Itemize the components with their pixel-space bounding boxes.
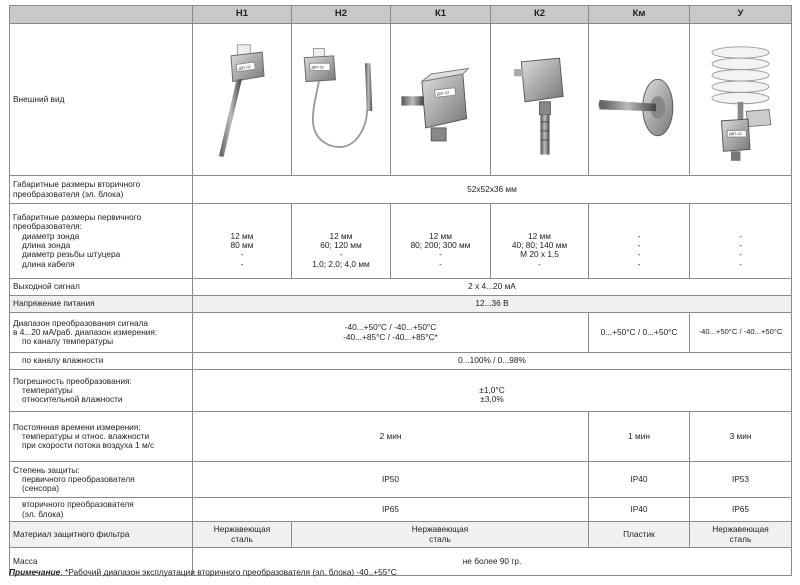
filter-h1-line1: Нержавеющая bbox=[213, 524, 271, 535]
protection-value-main: IP50 bbox=[193, 462, 589, 498]
appearance-row bbox=[10, 24, 792, 176]
h1-sensor-image bbox=[196, 30, 288, 170]
filter-label: Материал защитного фильтра bbox=[10, 522, 193, 548]
header-empty bbox=[10, 6, 193, 24]
range-label-line3: по каналу температуры bbox=[22, 336, 114, 347]
range-value-km: 0...+50°С / 0...+50°С bbox=[589, 313, 690, 353]
dims-secondary-label-line2: преобразователя (эл. блока) bbox=[13, 188, 124, 199]
dims-secondary-label bbox=[10, 176, 193, 204]
power-value: 12...36 В bbox=[193, 296, 792, 313]
error-value bbox=[193, 370, 792, 412]
filter-u-line1: Нержавеющая bbox=[712, 524, 769, 535]
protection-label-line3: (сенсора) bbox=[22, 483, 59, 494]
range-label bbox=[10, 313, 193, 353]
header-h2: Н2 bbox=[292, 6, 391, 24]
error-row bbox=[10, 370, 792, 412]
filter-u-line2: сталь bbox=[729, 533, 752, 544]
filter-value-mid bbox=[292, 522, 589, 548]
range-value-main bbox=[193, 313, 589, 353]
error-value-temp: ±1,0°С bbox=[479, 384, 505, 395]
error-label bbox=[10, 370, 193, 412]
dims-primary-k2: 12 мм 40; 80; 140 мм М 20 х 1,5 - bbox=[491, 204, 589, 279]
protection-label-line1: Степень защиты: bbox=[13, 464, 80, 475]
km-sensor-image bbox=[592, 30, 686, 170]
protection2-value-km: IP40 bbox=[589, 498, 690, 522]
k1-image bbox=[391, 24, 491, 176]
dims-secondary-label-line1: Габаритные размеры вторичного bbox=[13, 179, 141, 190]
dims-secondary-value: 52х52х36 мм bbox=[193, 176, 792, 204]
time-label-line3: при скорости потока воздуха 1 м/с bbox=[22, 440, 155, 451]
dims-primary-km: - - - - bbox=[589, 204, 690, 279]
time-row bbox=[10, 412, 792, 462]
protection-label-line2: первичного преобразователя bbox=[22, 473, 135, 484]
humidity-label bbox=[10, 353, 193, 370]
output-row bbox=[10, 279, 792, 296]
h1-badge-text: ДВТ-02 bbox=[238, 64, 251, 71]
header-h1: Н1 bbox=[193, 6, 292, 24]
protection-label bbox=[10, 462, 193, 498]
filter-h1-line2: сталь bbox=[231, 533, 253, 544]
header-k1: К1 bbox=[391, 6, 491, 24]
protection-value-u: IP53 bbox=[690, 462, 792, 498]
time-value-u: 3 мин bbox=[690, 412, 792, 462]
h2-image bbox=[292, 24, 391, 176]
mass-label: Масса bbox=[10, 548, 193, 576]
dims-primary-sub-cable: длина кабеля bbox=[22, 258, 75, 269]
filter-value-u bbox=[690, 522, 792, 548]
u-image bbox=[690, 24, 792, 176]
protection2-value-main: IP65 bbox=[193, 498, 589, 522]
dims-primary-u: - - - - bbox=[690, 204, 792, 279]
time-label-line1: Постоянная времени измерения: bbox=[13, 421, 141, 432]
k1-sensor-image bbox=[394, 30, 487, 170]
error-label-line1: Погрешность преобразования: bbox=[13, 375, 132, 386]
protection-value-km: IP40 bbox=[589, 462, 690, 498]
dims-primary-sub-length: длина зонда bbox=[22, 240, 71, 250]
error-value-humidity: ±3,0% bbox=[480, 394, 504, 405]
mass-value: не более 90 гр. bbox=[193, 548, 792, 576]
protection2-label bbox=[10, 498, 193, 522]
dims-primary-h2: 12 мм 60; 120 мм - 1,0; 2,0; 4,0 мм bbox=[292, 204, 391, 279]
footnote-text: . *Рабочий диапазон эксплуатации вторичного преобразователя (эл. блока) -40..+55°С bbox=[60, 567, 397, 577]
output-label: Выходной сигнал bbox=[10, 279, 193, 296]
filter-mid-line2: сталь bbox=[429, 533, 451, 544]
range-value-main1: -40...+50°С / -40...+50°С bbox=[344, 322, 437, 333]
u-badge-text: ДВТ-02 bbox=[729, 131, 742, 136]
error-label-line3: относительной влажности bbox=[22, 394, 123, 405]
dims-primary-sub-diameter: диаметр зонда bbox=[22, 230, 80, 241]
power-row bbox=[10, 296, 792, 313]
time-label-line2: температуры и относ. влажности bbox=[22, 430, 150, 441]
filter-value-km: Пластик bbox=[589, 522, 690, 548]
spec-table bbox=[9, 5, 792, 576]
range-label-line1: Диапазон преобразования сигнала bbox=[13, 317, 149, 328]
dims-primary-label bbox=[10, 204, 193, 279]
protection2-label-line1: вторичного преобразователя bbox=[22, 499, 134, 510]
time-label bbox=[10, 412, 193, 462]
k2-sensor-image bbox=[494, 30, 585, 170]
h2-badge-text: ДВТ-02 bbox=[311, 65, 324, 70]
protection2-value-u: IP65 bbox=[690, 498, 792, 522]
range-value-main2: -40...+85°С / -40...+85°С* bbox=[343, 331, 438, 342]
header-row bbox=[10, 6, 792, 24]
dims-secondary-row bbox=[10, 176, 792, 204]
k1-badge-text: ДВТ-02 bbox=[436, 90, 450, 96]
time-value-main: 2 мин bbox=[193, 412, 589, 462]
footnote-title: Примечание bbox=[9, 567, 61, 577]
error-label-line2: температуры bbox=[22, 384, 73, 395]
appearance-label: Внешний вид bbox=[10, 24, 193, 176]
filter-mid-line1: Нержавеющая bbox=[411, 524, 469, 535]
range-label-line2: в 4...20 мА/раб. диапазон измерения: bbox=[13, 326, 158, 337]
header-km: Км bbox=[589, 6, 690, 24]
humidity-row bbox=[10, 353, 792, 370]
dims-primary-label-line1: Габаритные размеры первичного bbox=[13, 212, 142, 223]
protection-row bbox=[10, 462, 792, 498]
humidity-label-text: по каналу влажности bbox=[22, 355, 104, 366]
range-row bbox=[10, 313, 792, 353]
header-u: У bbox=[690, 6, 792, 24]
dims-primary-h1: 12 мм 80 мм - - bbox=[193, 204, 292, 279]
k2-image bbox=[491, 24, 589, 176]
protection2-label-line2: (эл. блока) bbox=[22, 508, 64, 519]
filter-row bbox=[10, 522, 792, 548]
power-label: Напряжение питания bbox=[10, 296, 193, 313]
output-value: 2 х 4...20 мА bbox=[193, 279, 792, 296]
km-image bbox=[589, 24, 690, 176]
range-value-u: -40...+50°С / -40...+50°С bbox=[690, 313, 792, 353]
protection2-row bbox=[10, 498, 792, 522]
header-k2: К2 bbox=[491, 6, 589, 24]
filter-value-h1 bbox=[193, 522, 292, 548]
h1-image bbox=[193, 24, 292, 176]
dims-primary-k1: 12 мм 80; 200; 300 мм - - bbox=[391, 204, 491, 279]
time-value-km: 1 мин bbox=[589, 412, 690, 462]
h2-sensor-image bbox=[295, 30, 387, 170]
dims-primary-label-line2: преобразователя: bbox=[13, 221, 82, 232]
footnote bbox=[9, 567, 397, 577]
dims-primary-row bbox=[10, 204, 792, 279]
u-sensor-image bbox=[693, 30, 788, 170]
dims-primary-sub-thread: диаметр резьбы штуцера bbox=[22, 249, 121, 260]
humidity-value: 0...100% / 0...98% bbox=[193, 353, 792, 370]
